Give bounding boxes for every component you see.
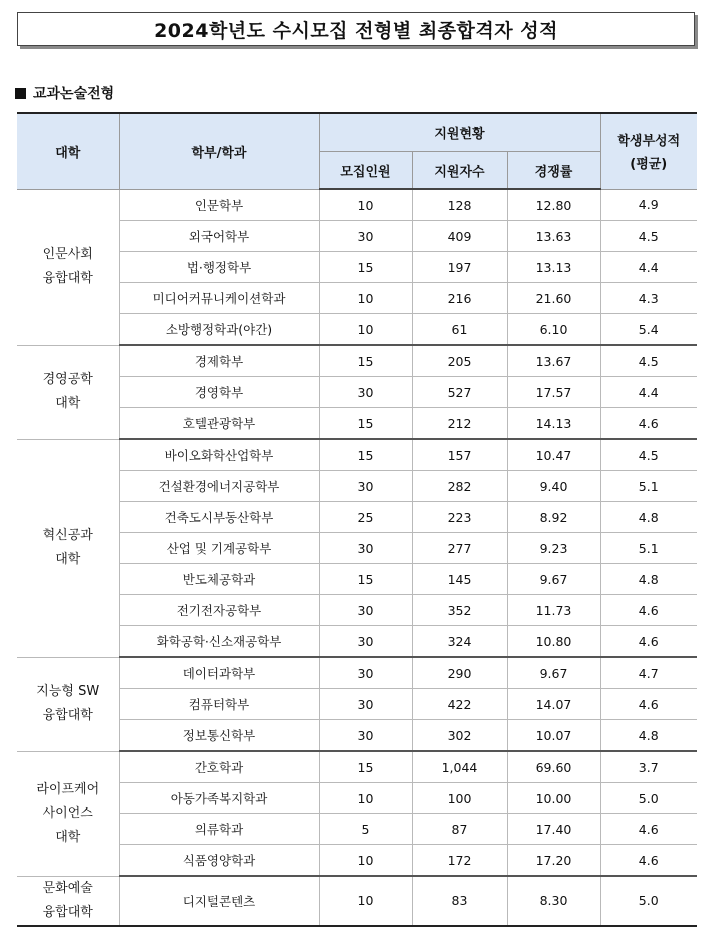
header-dept: 학부/학과 [119,113,319,189]
college-name-line: 문화예술 [42,880,93,896]
quota-cell: 10 [319,876,412,926]
dept-cell: 아동가족복지학과 [119,783,319,814]
applicants-cell: 422 [412,689,507,720]
score-cell: 5.4 [600,314,697,346]
table-row [17,876,697,926]
college-name-line: 혁신공과 [42,528,93,543]
applicants-cell: 197 [412,252,507,283]
quota-cell: 15 [319,751,412,783]
quota-cell: 10 [319,283,412,314]
table-row [17,626,697,658]
ratio-cell: 12.80 [507,189,600,221]
ratio-cell: 9.67 [507,657,600,689]
quota-cell: 30 [319,533,412,564]
applicants-cell: 216 [412,283,507,314]
score-cell: 4.6 [600,408,697,440]
dept-cell: 산업 및 기계공학부 [119,533,319,564]
dept-cell: 컴퓨터학부 [119,689,319,720]
header-score-line2: (평균) [630,157,668,173]
applicants-cell: 212 [412,408,507,440]
ratio-cell: 14.13 [507,408,600,440]
quota-cell: 30 [319,471,412,502]
college-cell [17,657,119,751]
header-college: 대학 [17,113,119,189]
ratio-cell: 17.57 [507,377,600,408]
table-row [17,377,697,408]
applicants-cell: 277 [412,533,507,564]
applicants-cell: 172 [412,845,507,877]
table-row [17,564,697,595]
applicants-cell: 83 [412,876,507,926]
college-name-line: 지능형 SW [36,684,100,699]
applicants-cell: 409 [412,221,507,252]
header-ratio: 경쟁률 [507,152,600,190]
ratio-cell: 9.67 [507,564,600,595]
quota-cell: 30 [319,221,412,252]
quota-cell: 10 [319,845,412,877]
score-cell: 4.9 [600,189,697,221]
score-cell: 4.4 [600,252,697,283]
score-cell: 4.5 [600,345,697,377]
ratio-cell: 69.60 [507,751,600,783]
dept-cell: 인문학부 [119,189,319,221]
table-body [17,189,697,926]
dept-cell: 외국어학부 [119,221,319,252]
table-row [17,189,697,221]
score-cell: 4.5 [600,221,697,252]
ratio-cell: 13.67 [507,345,600,377]
applicants-cell: 157 [412,439,507,471]
dept-cell: 미디어커뮤니케이션학과 [119,283,319,314]
quota-cell: 15 [319,252,412,283]
dept-cell: 데이터과학부 [119,657,319,689]
ratio-cell: 8.92 [507,502,600,533]
applicants-cell: 145 [412,564,507,595]
score-cell: 4.8 [600,502,697,533]
table-row [17,720,697,752]
document-title: 2024학년도 수시모집 전형별 최종합격자 성적 [154,19,558,42]
table-row [17,252,697,283]
ratio-cell: 14.07 [507,689,600,720]
header-score-line1: 학생부성적 [617,134,681,150]
section-heading [15,83,114,103]
ratio-cell: 9.40 [507,471,600,502]
quota-cell: 30 [319,657,412,689]
dept-cell: 건설환경에너지공학부 [119,471,319,502]
quota-cell: 30 [319,595,412,626]
applicants-cell: 290 [412,657,507,689]
header-quota: 모집인원 [319,152,412,190]
applicants-cell: 302 [412,720,507,752]
document-title-box [17,12,695,46]
quota-cell: 15 [319,564,412,595]
college-cell [17,345,119,439]
ratio-cell: 17.40 [507,814,600,845]
applicants-cell: 527 [412,377,507,408]
quota-cell: 10 [319,314,412,346]
score-cell: 5.0 [600,876,697,926]
section-title: 교과논술전형 [33,86,115,102]
table-row [17,314,697,346]
quota-cell: 10 [319,189,412,221]
applicants-cell: 324 [412,626,507,658]
ratio-cell: 17.20 [507,845,600,877]
college-name-line: 융합대학 [42,904,93,920]
applicants-cell: 223 [412,502,507,533]
dept-cell: 소방행정학과(야간) [119,314,319,346]
applicants-cell: 100 [412,783,507,814]
score-cell: 4.8 [600,720,697,752]
college-name-line: 경영공학 [42,372,93,387]
score-cell: 4.7 [600,657,697,689]
ratio-cell: 9.23 [507,533,600,564]
table-row [17,471,697,502]
dept-cell: 식품영양학과 [119,845,319,877]
applicants-cell: 282 [412,471,507,502]
ratio-cell: 10.47 [507,439,600,471]
score-cell: 4.6 [600,845,697,877]
quota-cell: 15 [319,345,412,377]
college-cell [17,439,119,657]
header-score [600,113,697,189]
college-name-line: 사이언스 [42,805,93,821]
table-row [17,439,697,471]
applicants-cell: 1,044 [412,751,507,783]
table-row [17,845,697,877]
table-row [17,345,697,377]
college-name-line: 라이프케어 [36,781,100,797]
table-row [17,283,697,314]
quota-cell: 30 [319,689,412,720]
college-cell [17,189,119,345]
dept-cell: 간호학과 [119,751,319,783]
dept-cell: 반도체공학과 [119,564,319,595]
quota-cell: 5 [319,814,412,845]
header-applicants: 지원자수 [412,152,507,190]
table-row [17,595,697,626]
ratio-cell: 8.30 [507,876,600,926]
table-row [17,783,697,814]
table-row [17,751,697,783]
score-cell: 4.6 [600,626,697,658]
college-cell [17,751,119,876]
score-cell: 5.1 [600,533,697,564]
ratio-cell: 10.00 [507,783,600,814]
dept-cell: 호텔관광학부 [119,408,319,440]
ratio-cell: 10.07 [507,720,600,752]
ratio-cell: 10.80 [507,626,600,658]
ratio-cell: 21.60 [507,283,600,314]
header-apply-status: 지원현황 [319,113,600,152]
table-row [17,533,697,564]
table-row [17,814,697,845]
quota-cell: 15 [319,408,412,440]
applicants-cell: 205 [412,345,507,377]
table-row [17,689,697,720]
college-name-line: 대학 [55,829,81,845]
score-cell: 4.5 [600,439,697,471]
dept-cell: 경영학부 [119,377,319,408]
dept-cell: 건축도시부동산학부 [119,502,319,533]
quota-cell: 30 [319,720,412,752]
quota-cell: 30 [319,377,412,408]
table-row [17,502,697,533]
college-name-line: 융합대학 [42,271,93,286]
score-cell: 5.0 [600,783,697,814]
dept-cell: 디지털콘텐츠 [119,876,319,926]
table-row [17,221,697,252]
score-cell: 4.6 [600,814,697,845]
quota-cell: 15 [319,439,412,471]
quota-cell: 30 [319,626,412,658]
score-cell: 4.6 [600,689,697,720]
score-cell: 3.7 [600,751,697,783]
dept-cell: 법·행정학부 [119,252,319,283]
applicants-cell: 128 [412,189,507,221]
dept-cell: 바이오화학산업학부 [119,439,319,471]
college-name-line: 대학 [55,552,81,567]
score-cell: 5.1 [600,471,697,502]
score-cell: 4.3 [600,283,697,314]
dept-cell: 전기전자공학부 [119,595,319,626]
score-cell: 4.4 [600,377,697,408]
ratio-cell: 11.73 [507,595,600,626]
applicants-cell: 87 [412,814,507,845]
college-cell [17,876,119,926]
quota-cell: 10 [319,783,412,814]
applicants-cell: 352 [412,595,507,626]
ratio-cell: 13.63 [507,221,600,252]
score-cell: 4.8 [600,564,697,595]
dept-cell: 의류학과 [119,814,319,845]
score-cell: 4.6 [600,595,697,626]
admission-results-table [17,112,697,927]
table-row [17,657,697,689]
applicants-cell: 61 [412,314,507,346]
table-row [17,408,697,440]
college-name-line: 대학 [55,396,81,411]
square-bullet-icon [15,88,26,99]
dept-cell: 화학공학·신소재공학부 [119,626,319,658]
quota-cell: 25 [319,502,412,533]
college-name-line: 융합대학 [42,708,93,723]
dept-cell: 경제학부 [119,345,319,377]
ratio-cell: 13.13 [507,252,600,283]
college-name-line: 인문사회 [42,247,93,262]
ratio-cell: 6.10 [507,314,600,346]
dept-cell: 정보통신학부 [119,720,319,752]
